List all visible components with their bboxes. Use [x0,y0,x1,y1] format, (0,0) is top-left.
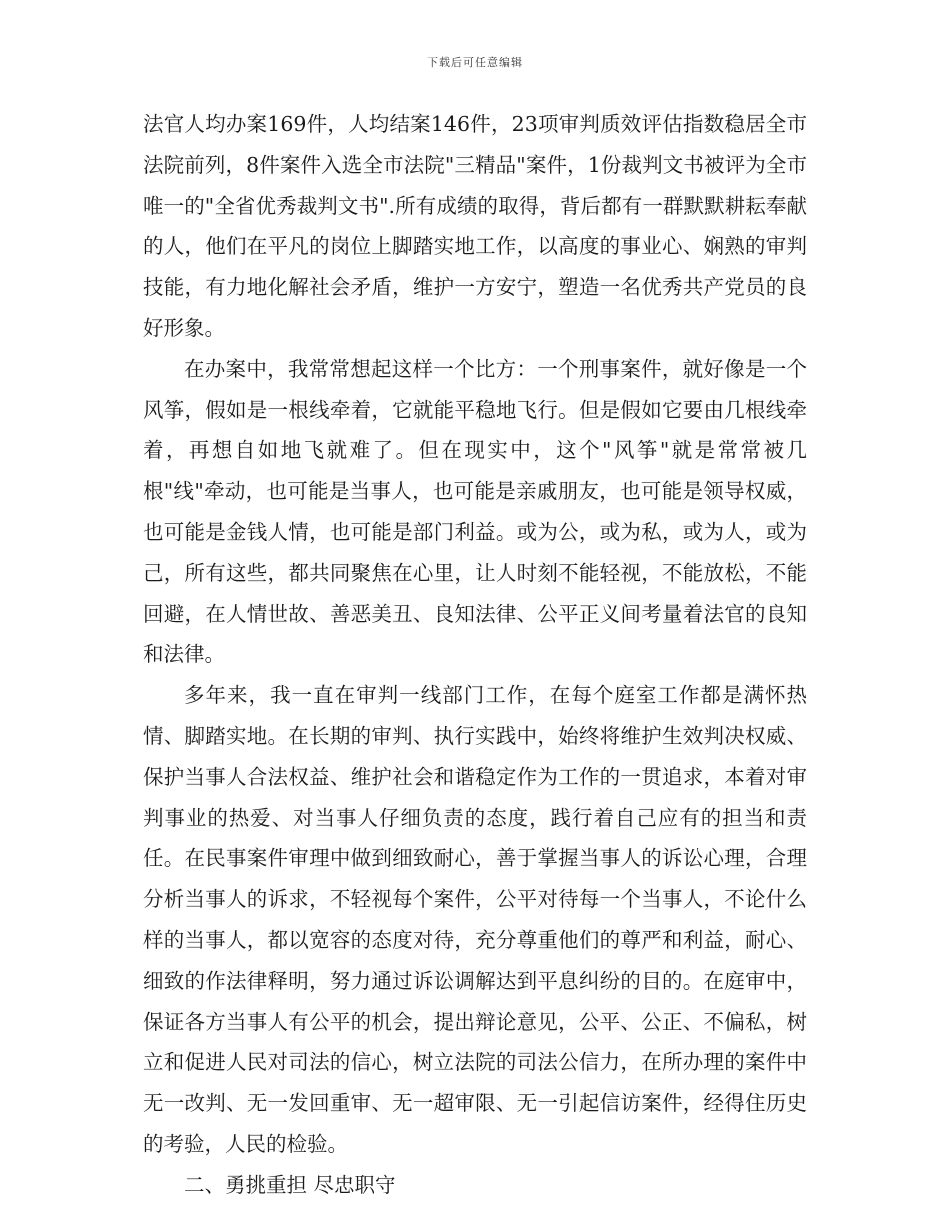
paragraph-kite-analogy: 在办案中，我常常想起这样一个比方：一个刑事案件，就好像是一个风筝，假如是一根线牵着，它就能平稳地飞行。但是假如它要由几根线牵着，再想自如地飞就难了。但在现实中，这个"风筝"就是常常被几根"线"牵动，也可能是当事人，也可能是亲戚朋友，也可能是领导权威，也可能是金钱人情，也可能是部门利益。或为公，或为私，或为人，或为己，所有这些，都共同聚焦在心里，让人时刻不能轻视，不能放松，不能回避，在人情世故、善恶美丑、良知法律、公平正义间考量着法官的良知和法律。 [143,356,807,667]
paragraph-years-of-work: 多年来，我一直在审判一线部门工作，在每个庭室工作都是满怀热情、脚踏实地。在长期的审判、执行实践中，始终将维护生效判决权威、保护当事人合法权益、维护社会和谐稳定作为工作的一贯追求，本着对审判事业的热爱、对当事人仔细负责的态度，践行着自己应有的担当和责任。在民事案件审理中做到细致耐心，善于掌握当事人的诉讼心理，合理分析当事人的诉求，不轻视每个案件，公平对待每一个当事人，不论什么样的当事人，都以宽容的态度对待，充分尊重他们的尊严和利益，耐心、细致的作法律释明，努力通过诉讼调解达到平息纠纷的目的。在庭审中，保证各方当事人有公平的机会，提出辩论意见，公平、公正、不偏私，树立和促进人民对司法的信心，树立法院的司法公信力，在所办理的案件中无一改判、无一发回重审、无一超审限、无一引起信访案件，经得住历史的考验，人民的检验。 [143,683,807,1156]
document-body [143,104,807,1206]
page-header: 下载后可任意编辑 [427,56,523,69]
section-heading: 二、勇挑重担 尽忠职守 [184,1172,396,1197]
paragraph-continued: 法官人均办案169件，人均结案146件，23项审判质效评估指数稳居全市法院前列，8件案件入选全市法院"三精品"案件，1份裁判文书被评为全市唯一的"全省优秀裁判文书".所有成绩的取得，背后都有一群默默耕耘奉献的人，他们在平凡的岗位上脚踏实地工作，以高度的事业心、娴熟的审判技能，有力地化解社会矛盾，维护一方安宁，塑造一名优秀共产党员的良好形象。 [143,112,807,340]
